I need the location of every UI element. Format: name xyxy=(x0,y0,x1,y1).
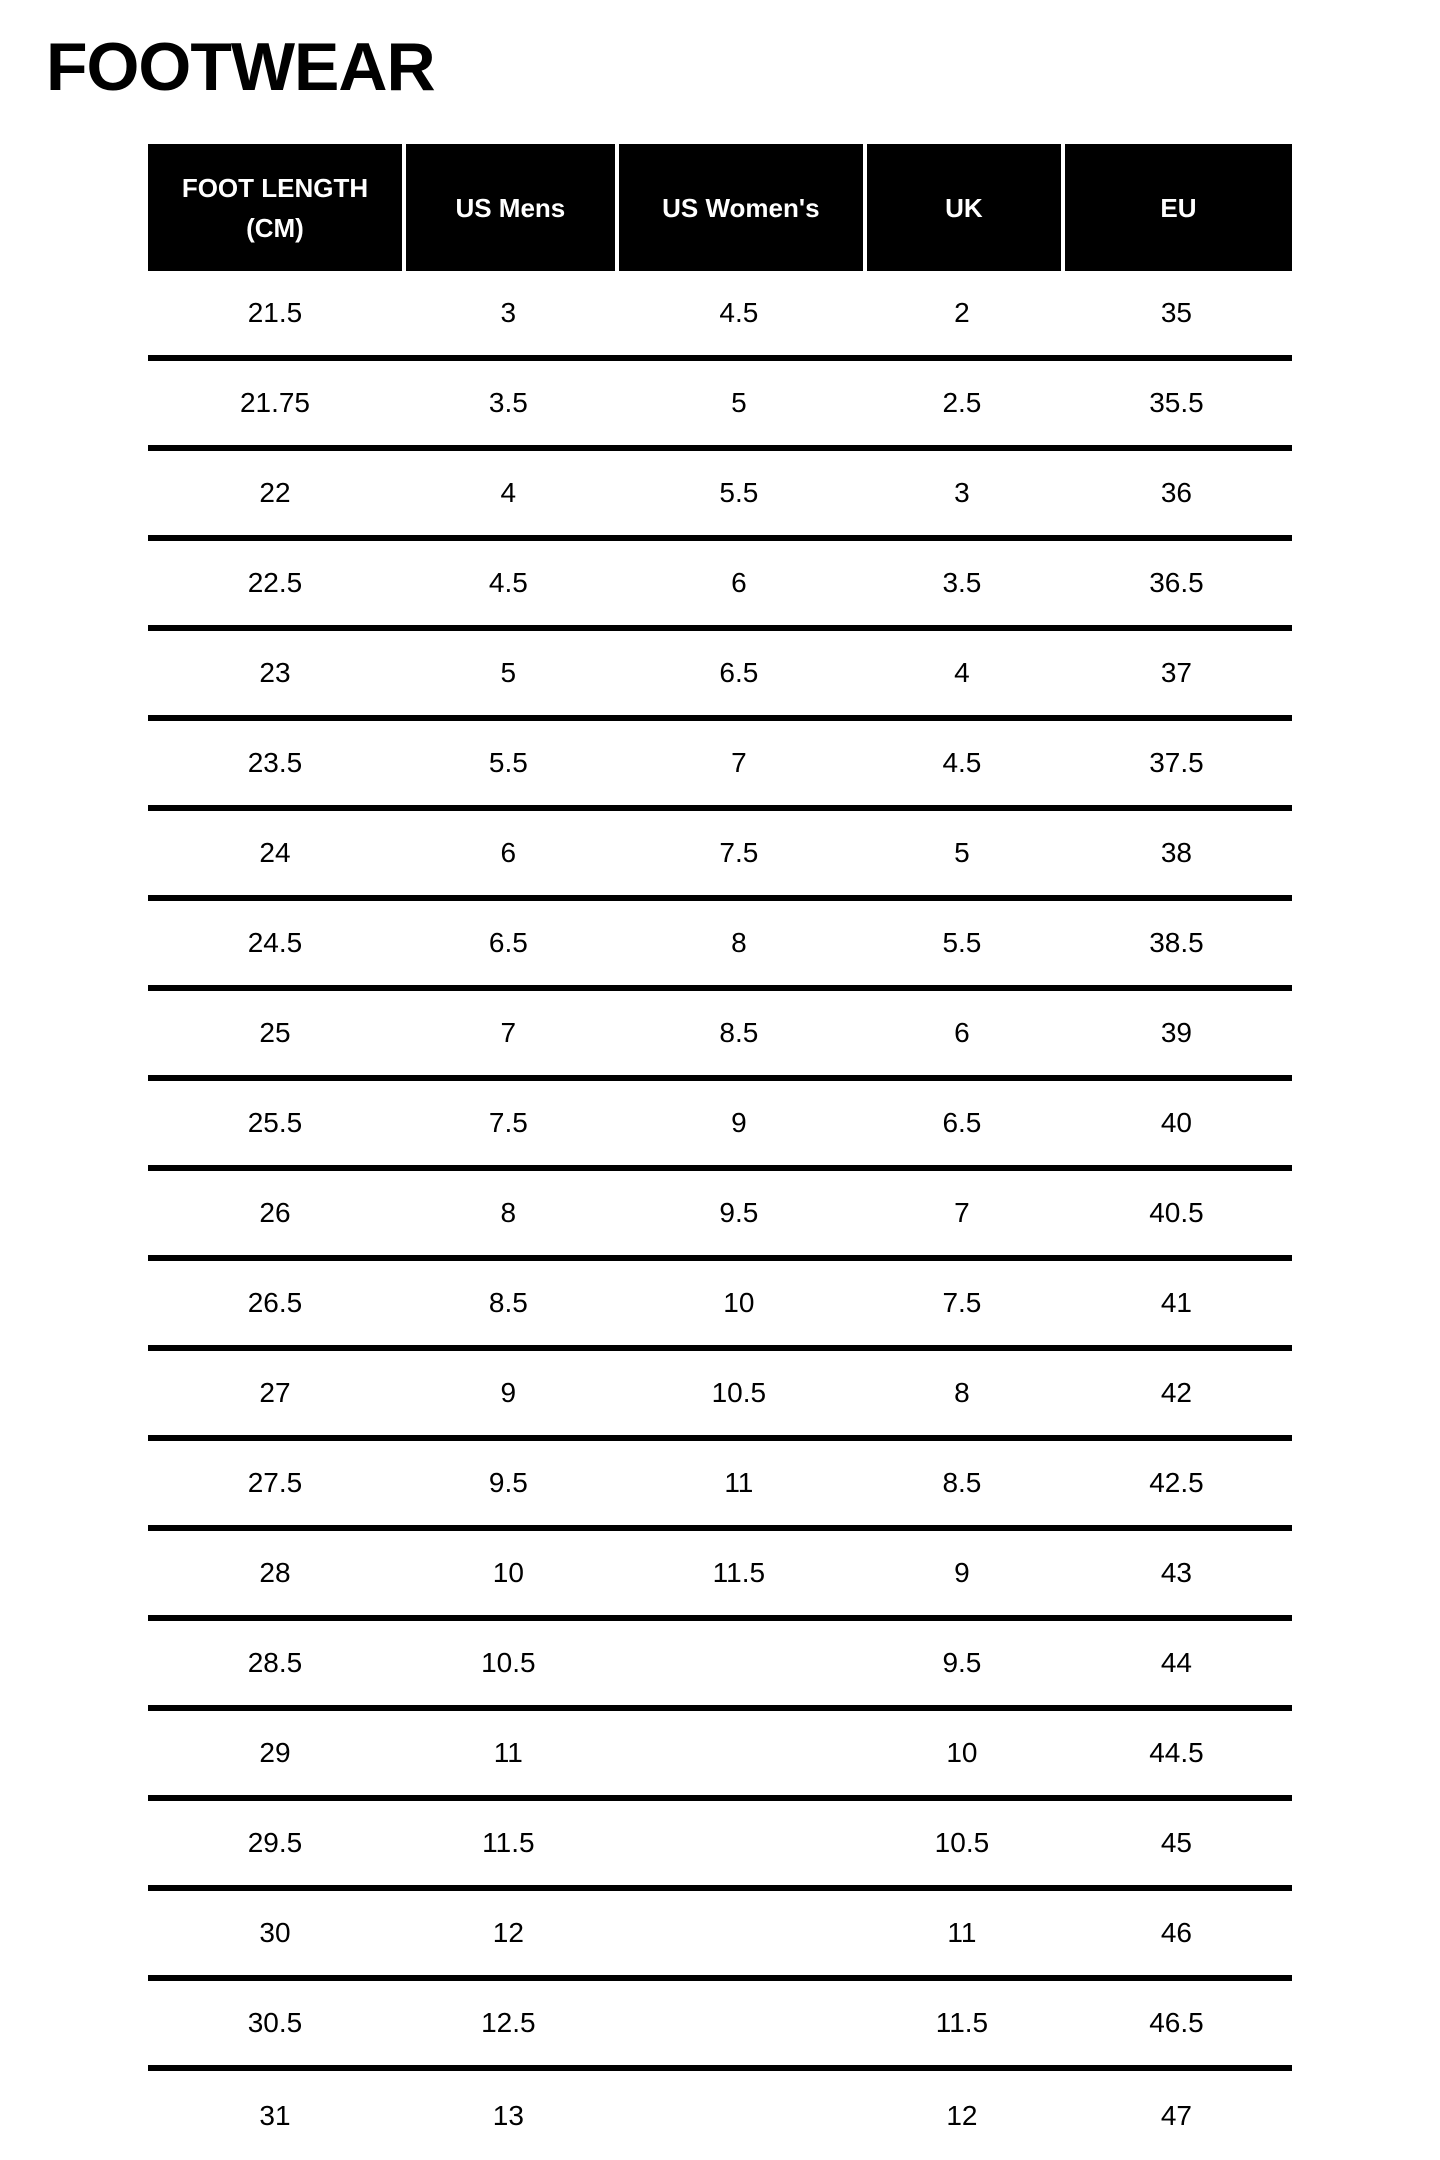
cell-eu: 42.5 xyxy=(1061,1441,1292,1531)
cell-foot-length-cm: 25.5 xyxy=(148,1081,402,1171)
header-uk: UK xyxy=(863,144,1061,271)
cell-us-womens xyxy=(615,1981,863,2071)
cell-foot-length-cm: 30 xyxy=(148,1891,402,1981)
cell-uk: 11.5 xyxy=(863,1981,1061,2071)
table-row xyxy=(148,1441,1292,1531)
cell-foot-length-cm: 26 xyxy=(148,1171,402,1261)
cell-us-mens: 6.5 xyxy=(402,901,615,991)
cell-eu: 37 xyxy=(1061,631,1292,721)
cell-us-womens: 9 xyxy=(615,1081,863,1171)
cell-uk: 5.5 xyxy=(863,901,1061,991)
cell-uk: 8.5 xyxy=(863,1441,1061,1531)
cell-eu: 42 xyxy=(1061,1351,1292,1441)
cell-us-mens: 12 xyxy=(402,1891,615,1981)
cell-uk: 8 xyxy=(863,1351,1061,1441)
cell-eu: 36 xyxy=(1061,451,1292,541)
cell-us-mens: 9.5 xyxy=(402,1441,615,1531)
table-row xyxy=(148,1981,1292,2071)
cell-us-womens: 9.5 xyxy=(615,1171,863,1261)
cell-foot-length-cm: 24 xyxy=(148,811,402,901)
cell-uk: 6 xyxy=(863,991,1061,1081)
cell-eu: 39 xyxy=(1061,991,1292,1081)
table-row xyxy=(148,1621,1292,1711)
cell-foot-length-cm: 28.5 xyxy=(148,1621,402,1711)
table-row xyxy=(148,721,1292,811)
cell-us-mens: 11.5 xyxy=(402,1801,615,1891)
cell-foot-length-cm: 21.75 xyxy=(148,361,402,451)
cell-eu: 44 xyxy=(1061,1621,1292,1711)
cell-us-womens xyxy=(615,1621,863,1711)
cell-eu: 47 xyxy=(1160,2099,1193,2131)
cell-us-mens: 11 xyxy=(402,1711,615,1801)
table-row xyxy=(148,1081,1292,1171)
cell-uk: 6.5 xyxy=(863,1081,1061,1171)
table-row xyxy=(148,991,1292,1081)
cell-us-mens: 10 xyxy=(402,1531,615,1621)
cell-us-womens: 10.5 xyxy=(615,1351,863,1441)
cell-us-womens: 11 xyxy=(615,1441,863,1531)
cell-us-mens: 3 xyxy=(402,271,615,361)
header-us-womens: US Women's xyxy=(615,144,863,271)
cell-us-womens: 11.5 xyxy=(615,1531,863,1621)
cell-eu: 46.5 xyxy=(1061,1981,1292,2071)
cell-us-womens: 8 xyxy=(615,901,863,991)
cell-eu: 40 xyxy=(1061,1081,1292,1171)
footwear-size-table xyxy=(148,144,1292,2160)
cell-uk: 2 xyxy=(863,271,1061,361)
cell-eu: 38.5 xyxy=(1061,901,1292,991)
table-row xyxy=(148,271,1292,361)
table-row xyxy=(148,361,1292,451)
cell-uk: 9.5 xyxy=(863,1621,1061,1711)
cell-uk: 7.5 xyxy=(863,1261,1061,1351)
cell-foot-length-cm: 23 xyxy=(148,631,402,721)
cell-us-womens: 8.5 xyxy=(615,991,863,1081)
cell-eu: 40.5 xyxy=(1061,1171,1292,1261)
cell-us-mens: 5.5 xyxy=(402,721,615,811)
table-row xyxy=(148,1351,1292,1441)
page-title: FOOTWEAR xyxy=(46,29,435,105)
cell-uk: 9 xyxy=(863,1531,1061,1621)
cell-us-mens: 5 xyxy=(402,631,615,721)
table-row xyxy=(148,1261,1292,1351)
cell-uk: 7 xyxy=(863,1171,1061,1261)
table-row xyxy=(148,1891,1292,1981)
cell-us-mens: 8 xyxy=(402,1171,615,1261)
cell-us-womens: 6 xyxy=(615,541,863,631)
table-row xyxy=(148,1711,1292,1801)
cell-us-womens: 10 xyxy=(615,1261,863,1351)
cell-uk: 2.5 xyxy=(863,361,1061,451)
cell-us-mens: 6 xyxy=(402,811,615,901)
cell-foot-length-cm: 21.5 xyxy=(148,271,402,361)
header-foot-length-cm: FOOT LENGTH (CM) xyxy=(148,144,402,271)
cell-eu: 35.5 xyxy=(1061,361,1292,451)
cell-uk: 11 xyxy=(863,1891,1061,1981)
cell-eu: 43 xyxy=(1061,1531,1292,1621)
cell-us-womens xyxy=(615,1891,863,1981)
cell-uk: 12 xyxy=(946,2099,978,2131)
cell-us-mens: 13 xyxy=(492,2099,524,2131)
cell-us-womens: 4.5 xyxy=(615,271,863,361)
cell-foot-length-cm: 30.5 xyxy=(148,1981,402,2071)
cell-foot-length-cm: 24.5 xyxy=(148,901,402,991)
cell-uk: 4.5 xyxy=(863,721,1061,811)
cell-eu: 41 xyxy=(1061,1261,1292,1351)
cell-uk: 4 xyxy=(863,631,1061,721)
cell-foot-length-cm: 29 xyxy=(148,1711,402,1801)
cell-us-mens: 3.5 xyxy=(402,361,615,451)
cell-foot-length-cm: 27 xyxy=(148,1351,402,1441)
table-header xyxy=(148,144,1292,271)
cell-foot-length-cm: 27.5 xyxy=(148,1441,402,1531)
header-us-mens: US Mens xyxy=(402,144,615,271)
table-row xyxy=(148,1531,1292,1621)
cell-eu: 45 xyxy=(1061,1801,1292,1891)
cell-us-mens: 10.5 xyxy=(402,1621,615,1711)
cell-us-womens xyxy=(615,1711,863,1801)
cell-us-womens xyxy=(615,2071,863,2160)
table-row xyxy=(148,1801,1292,1891)
cell-us-mens: 7 xyxy=(402,991,615,1081)
cell-us-mens: 4.5 xyxy=(402,541,615,631)
table-body xyxy=(148,271,1292,2160)
table-row xyxy=(148,2071,1292,2160)
cell-eu: 44.5 xyxy=(1061,1711,1292,1801)
cell-eu: 36.5 xyxy=(1061,541,1292,631)
header-row xyxy=(148,144,1292,271)
cell-eu: 46 xyxy=(1061,1891,1292,1981)
cell-uk: 5 xyxy=(863,811,1061,901)
cell-foot-length-cm: 23.5 xyxy=(148,721,402,811)
cell-us-womens: 6.5 xyxy=(615,631,863,721)
table-row xyxy=(148,541,1292,631)
cell-foot-length-cm: 28 xyxy=(148,1531,402,1621)
cell-us-womens: 5.5 xyxy=(615,451,863,541)
cell-uk: 10 xyxy=(863,1711,1061,1801)
cell-us-mens: 7.5 xyxy=(402,1081,615,1171)
table-row xyxy=(148,1171,1292,1261)
cell-us-mens: 9 xyxy=(402,1351,615,1441)
cell-foot-length-cm: 26.5 xyxy=(148,1261,402,1351)
cell-foot-length-cm: 29.5 xyxy=(148,1801,402,1891)
cell-us-mens: 4 xyxy=(402,451,615,541)
cell-uk: 10.5 xyxy=(863,1801,1061,1891)
cell-us-womens: 5 xyxy=(615,361,863,451)
cell-foot-length-cm: 25 xyxy=(148,991,402,1081)
cell-foot-length-cm: 22.5 xyxy=(148,541,402,631)
cell-us-mens: 8.5 xyxy=(402,1261,615,1351)
table-row xyxy=(148,811,1292,901)
cell-us-mens: 12.5 xyxy=(402,1981,615,2071)
cell-us-womens: 7 xyxy=(615,721,863,811)
table-row xyxy=(148,901,1292,991)
cell-eu: 35 xyxy=(1061,271,1292,361)
table-row xyxy=(148,451,1292,541)
cell-uk: 3.5 xyxy=(863,541,1061,631)
cell-us-womens xyxy=(615,1801,863,1891)
cell-eu: 37.5 xyxy=(1061,721,1292,811)
table-row xyxy=(148,631,1292,721)
cell-foot-length-cm: 31 xyxy=(259,2099,291,2131)
cell-us-womens: 7.5 xyxy=(615,811,863,901)
header-eu: EU xyxy=(1061,144,1292,271)
cell-eu: 38 xyxy=(1061,811,1292,901)
cell-foot-length-cm: 22 xyxy=(148,451,402,541)
cell-uk: 3 xyxy=(863,451,1061,541)
